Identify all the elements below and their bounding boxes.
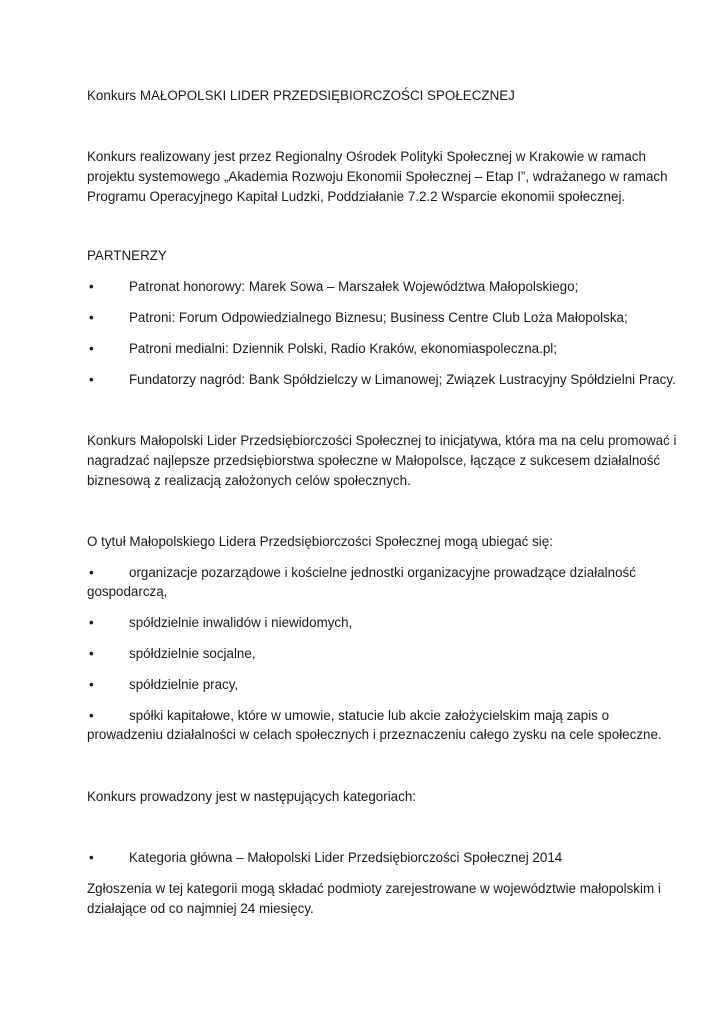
eligibility-list-item — [87, 613, 352, 633]
category-note — [87, 879, 661, 919]
partner-list-item — [87, 277, 578, 297]
partners-heading: PARTNERZY — [87, 248, 167, 263]
document-title: Konkurs MAŁOPOLSKI LIDER PRZEDSIĘBIORCZOŚCI SPOŁECZNEJ — [87, 88, 515, 103]
eligibility-list-item — [87, 675, 238, 695]
description-paragraph — [87, 431, 677, 492]
bullet-icon: • — [89, 372, 94, 387]
description-line: nagradzać najlepsze przedsiębiorstwa społeczne w Małopolsce, łączące z sukcesem działalność — [87, 453, 661, 469]
bullet-icon: • — [89, 310, 94, 325]
eligibility-text: spółdzielnie inwalidów i niewidomych, — [129, 615, 353, 630]
partner-text: Patroni medialni: Dziennik Polski, Radio Kraków, ekonomiaspoleczna.pl; — [129, 341, 557, 356]
eligibility-list-item — [87, 644, 256, 664]
partner-list-item — [87, 308, 628, 328]
partner-text: Patronat honorowy: Marek Sowa – Marszałek Województwa Małopolskiego; — [129, 279, 579, 294]
bullet-icon: • — [89, 677, 94, 692]
bullet-icon: • — [89, 565, 94, 580]
category-note-line: działające od co najmniej 24 miesięcy. — [87, 901, 314, 917]
eligibility-text: spółdzielnie pracy, — [129, 677, 239, 692]
bullet-icon: • — [89, 708, 94, 723]
categories-heading: Konkurs prowadzony jest w następujących kategoriach: — [87, 789, 416, 804]
intro-line: Konkurs realizowany jest przez Regionalny Ośrodek Polityki Społecznej w Krakowie w ramach — [87, 149, 646, 164]
intro-line: projektu systemowego „Akademia Rozwoju Ekonomii Społecznej – Etap I”, wdrażanego w ramach — [87, 169, 668, 185]
partner-list-item — [87, 339, 557, 359]
eligibility-text: spółdzielnie socjalne, — [129, 646, 256, 661]
partner-list-item — [87, 370, 676, 390]
description-line: Konkurs Małopolski Lider Przedsiębiorczości Społecznej to inicjatywa, która ma na celu promować i — [87, 433, 677, 448]
intro-line: Programu Operacyjnego Kapitał Ludzki, Poddziałanie 7.2.2 Wsparcie ekonomii społecznej. — [87, 189, 626, 205]
eligibility-list-item — [87, 563, 636, 583]
eligibility-text: organizacje pozarządowe i kościelne jednostki organizacyjne prowadzące działalność — [129, 565, 636, 580]
bullet-icon: • — [89, 615, 94, 630]
bullet-icon: • — [89, 850, 94, 865]
partner-text: Fundatorzy nagród: Bank Spółdzielczy w Limanowej; Związek Lustracyjny Spółdzielni Pracy. — [129, 372, 676, 387]
category-list-item — [87, 848, 562, 868]
eligibility-text: spółki kapitałowe, które w umowie, statucie lub akcie założycielskim mają zapis o — [129, 708, 610, 723]
eligibility-heading: O tytuł Małopolskiego Lidera Przedsiębiorczości Społecznej mogą ubiegać się: — [87, 534, 553, 549]
category-text: Kategoria główna – Małopolski Lider Przedsiębiorczości Społecznej 2014 — [129, 850, 563, 865]
bullet-icon: • — [89, 279, 94, 294]
eligibility-text-continued: gospodarczą, — [87, 584, 168, 599]
eligibility-list-item — [87, 706, 609, 726]
bullet-icon: • — [89, 646, 94, 661]
bullet-icon: • — [89, 341, 94, 356]
category-note-line: Zgłoszenia w tej kategorii mogą składać podmioty zarejestrowane w województwie małopolskim i — [87, 881, 661, 896]
intro-paragraph — [87, 147, 668, 208]
partner-text: Patroni: Forum Odpowiedzialnego Biznesu; Business Centre Club Loża Małopolska; — [129, 310, 628, 325]
eligibility-text-continued: prowadzeniu działalności w celach społecznych i przeznaczeniu całego zysku na cele społeczne. — [87, 727, 662, 742]
description-line: biznesową z realizacją założonych celów społecznych. — [87, 473, 411, 489]
